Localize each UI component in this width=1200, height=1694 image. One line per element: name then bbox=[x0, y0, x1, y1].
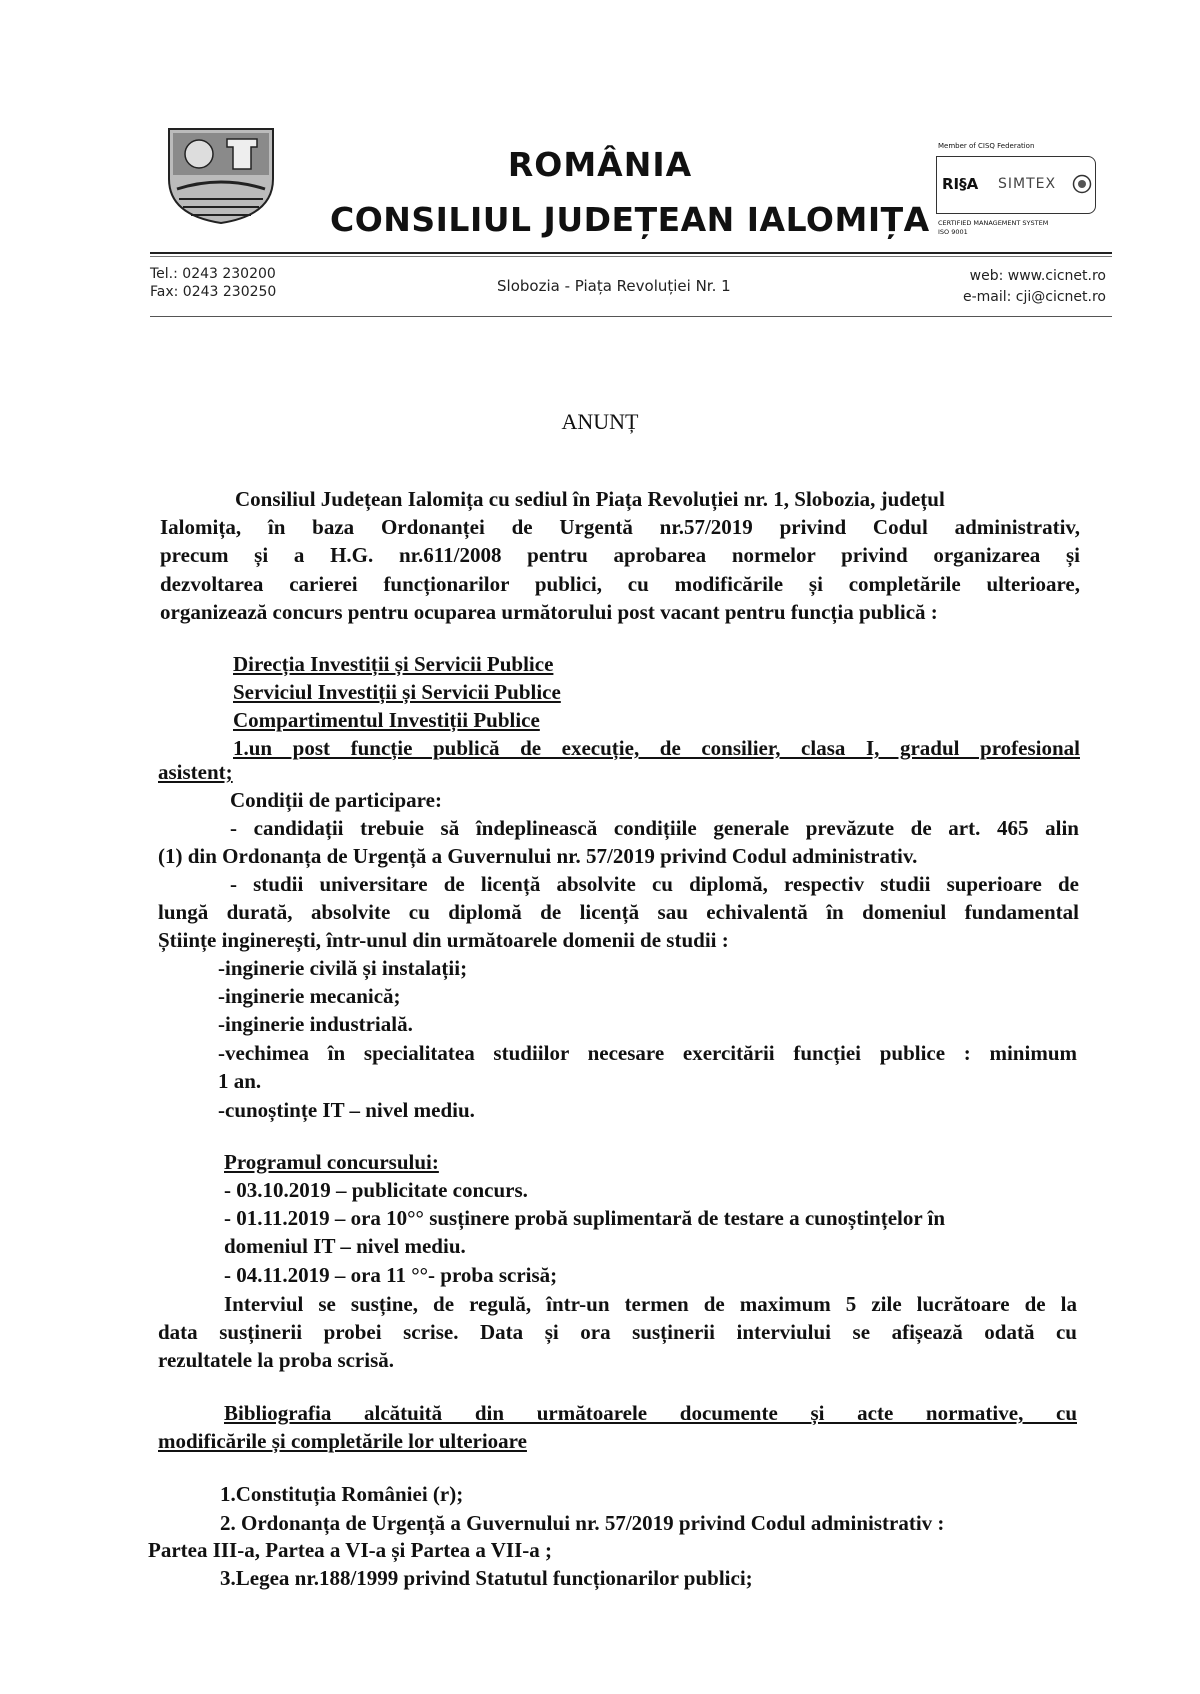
conditions-line-8: -inginerie industrială. bbox=[218, 1012, 413, 1036]
biblio-item-3: 3.Legea nr.188/1999 privind Statutul funcționarilor publici; bbox=[220, 1566, 753, 1590]
biblio-item-2-cont: Partea III-a, Partea a VI-a și Partea a VII-a ; bbox=[148, 1538, 552, 1562]
program-line-7: rezultatele la proba scrisă. bbox=[158, 1348, 395, 1372]
dept-service: Serviciul Investiții și Servicii Publice bbox=[233, 680, 561, 704]
post-line-1: 1.un post funcție publică de execuție, de consilier, clasa I, gradul profesional bbox=[233, 736, 1080, 760]
program-line-1: - 03.10.2019 – publicitate concurs. bbox=[224, 1178, 528, 1202]
conditions-line-10: 1 an. bbox=[218, 1069, 262, 1093]
doc-title: ANUNȚ bbox=[561, 409, 639, 434]
certification-badge bbox=[936, 142, 1098, 242]
intro-line-2: Ialomița, în baza Ordonanței de Urgentă nr.57/2019 privind Codul administrativ, bbox=[160, 515, 1080, 539]
intro-line-5: organizează concurs pentru ocuparea următorului post vacant pentru funcția publică : bbox=[160, 600, 938, 624]
contact-tel: Tel.: 0243 230200 bbox=[150, 266, 276, 282]
dept-direction: Direcția Investiții și Servicii Publice bbox=[233, 652, 554, 676]
biblio-item-1: 1.Constituția României (r); bbox=[220, 1482, 464, 1506]
conditions-line-6: -inginerie civilă și instalații; bbox=[218, 956, 468, 980]
cert-brand-left: RI§A bbox=[942, 175, 979, 193]
header-divider-top-thin bbox=[150, 256, 1112, 257]
program-line-3: domeniul IT – nivel mediu. bbox=[224, 1234, 466, 1258]
conditions-line-2: (1) din Ordonanța de Urgență a Guvernului nr. 57/2019 privind Codul administrativ. bbox=[158, 844, 918, 868]
program-line-4: - 04.11.2019 – ora 11 °°- proba scrisă; bbox=[224, 1263, 558, 1287]
cert-seal-icon bbox=[1072, 174, 1092, 194]
conditions-line-4: lungă durată, absolvite cu diplomă de licență sau echivalentă în domeniul fundamental bbox=[158, 900, 1079, 924]
intro-line-3: precum și a H.G. nr.611/2008 pentru aprobarea normelor privind organizarea și bbox=[160, 543, 1080, 567]
letterhead-council: CONSILIUL JUDEȚEAN IALOMIȚA bbox=[330, 200, 930, 239]
post-line-2: asistent; bbox=[158, 760, 233, 784]
contact-email: e-mail: cji@cicnet.ro bbox=[962, 289, 1106, 305]
dept-compartment: Compartimentul Investiții Publice bbox=[233, 708, 540, 732]
conditions-line-1: - candidații trebuie să îndeplinească condițiile generale prevăzute de art. 465 alin bbox=[230, 816, 1079, 840]
conditions-line-11: -cunoștințe IT – nivel mediu. bbox=[218, 1098, 475, 1122]
conditions-line-7: -inginerie mecanică; bbox=[218, 984, 401, 1008]
cert-brand-right: SIMTEX bbox=[998, 176, 1057, 192]
contact-fax: Fax: 0243 230250 bbox=[150, 284, 277, 300]
conditions-title: Condiții de participare: bbox=[230, 788, 442, 812]
contact-web: web: www.cicnet.ro bbox=[969, 268, 1106, 284]
conditions-line-9: -vechimea în specialitatea studiilor necesare exercitării funcției publice : minimum bbox=[218, 1041, 1077, 1065]
program-line-6: data susținerii probei scrise. Data și ora susținerii interviului se afișează odată cu bbox=[158, 1320, 1077, 1344]
cert-member-text: Member of CISQ Federation bbox=[938, 142, 1035, 150]
contact-address: Slobozia - Piața Revoluției Nr. 1 bbox=[497, 277, 731, 295]
header-divider-bottom bbox=[150, 316, 1112, 317]
intro-line-4: dezvoltarea carierei funcționarilor publici, cu modificările și completările ulterioare, bbox=[160, 572, 1080, 596]
cert-line1: CERTIFIED MANAGEMENT SYSTEM bbox=[938, 219, 1049, 227]
program-title: Programul concursului: bbox=[224, 1150, 439, 1174]
biblio-title-2: modificările și completările lor ulterioare bbox=[158, 1429, 527, 1453]
biblio-item-2: 2. Ordonanța de Urgență a Guvernului nr. 57/2019 privind Codul administrativ : bbox=[220, 1511, 945, 1535]
intro-line-1: Consiliul Județean Ialomița cu sediul în Piața Revoluției nr. 1, Slobozia, județul bbox=[235, 487, 945, 511]
conditions-line-5: Științe inginerești, într-unul din următoarele domenii de studii : bbox=[158, 928, 729, 952]
program-line-2: - 01.11.2019 – ora 10°° susținere probă suplimentară de testare a cunoștințelor în bbox=[224, 1206, 946, 1230]
header-divider-top bbox=[150, 252, 1112, 254]
program-line-5: Interviul se susține, de regulă, într-un termen de maximum 5 zile lucrătoare de la bbox=[224, 1292, 1077, 1316]
cert-line2: ISO 9001 bbox=[938, 228, 968, 236]
letterhead-country: ROMÂNIA bbox=[507, 145, 693, 184]
conditions-line-3: - studii universitare de licență absolvite cu diplomă, respectiv studii superioare de bbox=[230, 872, 1079, 896]
biblio-title-1: Bibliografia alcătuită din următoarele documente și acte normative, cu bbox=[224, 1401, 1077, 1425]
